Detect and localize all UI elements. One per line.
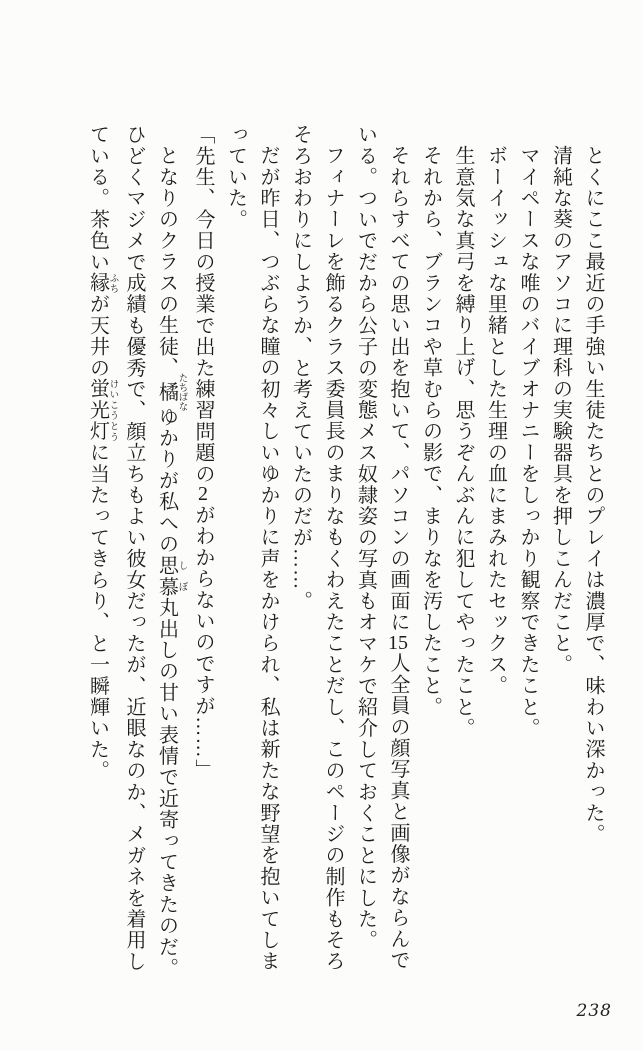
text-column: 「先生、今日の授業で出た練習問題の2がわからないのですが……」 <box>192 124 214 781</box>
ruby-annotated-word: 蛍光灯 けいこうとう <box>86 378 118 443</box>
text-column: となりのクラスの生徒、橘 たちばなゆかりが私への思慕 しぼ丸出しの甘い表情で近寄ってきたのだ。 <box>155 145 187 979</box>
ruby-annotated-word: 思慕 しぼ <box>155 554 187 598</box>
text-column: ひどくマジメで成績も優秀で、顔立ちもよい彼女だったが、近眼なのか、メガネを着用し <box>123 124 145 972</box>
text-column: っていた。 <box>224 124 247 230</box>
text-column: いる。ついでだから公子の変態メス奴隷姿の写真もオマケで紹介しておくことにした。 <box>354 124 377 951</box>
furigana: ふち <box>107 272 118 294</box>
ruby-annotated-word: 縁 ふち <box>86 272 118 294</box>
furigana: しぼ <box>176 554 187 598</box>
text-column: とくにここ最近の手強い生徒たちとのプレイは濃厚で、味わい深かった。 <box>582 145 604 845</box>
tate-chu-yoko-number: 15 <box>388 632 408 653</box>
text-column: 生意気な真弓を縛り上げ、思うぞんぶんに犯してやったこと。 <box>452 145 474 739</box>
furigana: けいこうとう <box>107 378 118 443</box>
text-column: フィナーレを飾るクラス委員長のまりなもくわえたことだし、このページの制作もそろ <box>322 145 344 972</box>
ruby-annotated-word: 橘 たちばな <box>155 373 187 412</box>
tate-chu-yoko-number: 2 <box>198 484 208 505</box>
furigana: たちばな <box>176 373 187 412</box>
text-column: そろおわりにしようか、と考えていたのだが……。 <box>289 124 312 612</box>
text-column: だが昨日、つぶらな瞳の初々しいゆかりに声をかけられ、私は新たな野望を抱いてしま <box>257 145 279 972</box>
text-column: それから、ブランコや草むらの影で、まりなを汚したこと。 <box>419 145 442 718</box>
text-column: ている。茶色い縁 ふちが天井の蛍光灯 けいこうとうに当たってきらり、と一瞬輝いた。 <box>86 124 118 782</box>
text-column: ボーイッシュな里緒とした生理の血にまみれたセックス。 <box>484 145 507 697</box>
vertical-text-block <box>81 124 609 1034</box>
text-column: 清純な葵のアソコに理科の実験器具を押しこんだこと。 <box>549 145 572 676</box>
page-number: 238 <box>576 1001 612 1021</box>
text-column: それらすべての思い出を抱いて、パソコンの画面に15人全員の顔写真と画像がならんで <box>387 145 409 971</box>
text-column: マイペースな唯のバイブオナニーをしっかり観察できたこと。 <box>517 145 539 739</box>
